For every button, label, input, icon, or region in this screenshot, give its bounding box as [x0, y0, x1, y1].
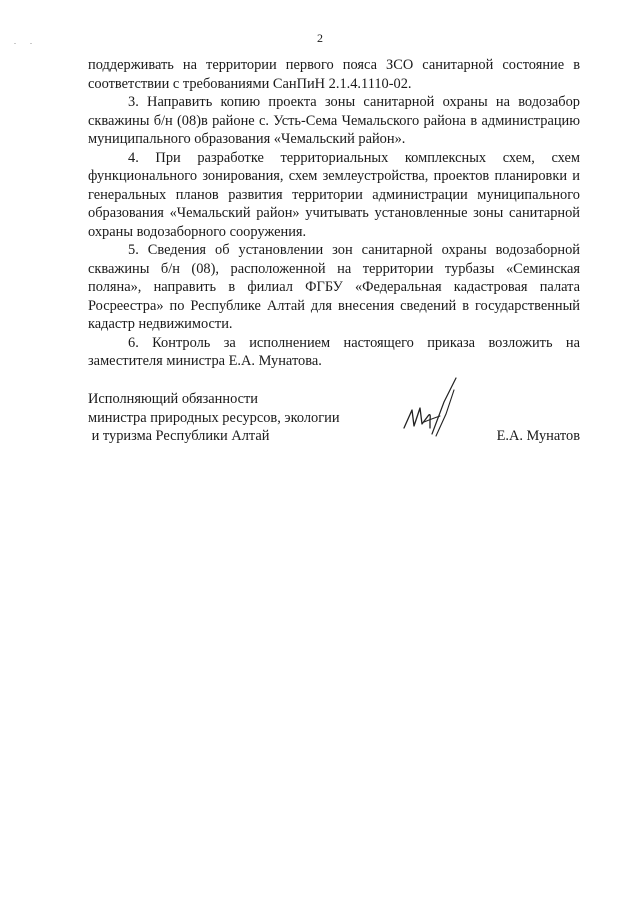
paragraph-continuation: поддерживать на территории первого пояса ЗСО санитарной состояние в соответствии с требованиями СанПиН 2.1.4.1110-02. [88, 57, 580, 92]
page-number: 2 [317, 31, 323, 45]
handwritten-signature [400, 376, 462, 448]
paragraph-item-6: 6. Контроль за исполнением настоящего приказа возложить на заместителя министра Е.А. Мунатова. [88, 334, 580, 369]
paragraph-item-5: 5. Сведения об установлении зон санитарной охраны водозаборной скважины б/н (08), расположенной на территории турбазы «Семинская поляна», направить в филиал ФГБУ «Федеральная кадастровая палата Росреестра» по Республике Алтай для внесения сведений в государственный кадастр недвижимости. [88, 242, 580, 332]
document-body [88, 56, 580, 371]
scan-artifact: . . [14, 37, 38, 46]
signer-title-line: министра природных ресурсов, экологии [88, 409, 340, 426]
signature-block [88, 390, 580, 450]
signer-name: Е.А. Мунатов [496, 428, 580, 444]
signer-title [88, 390, 340, 446]
signer-title-line: и туризма Республики Алтай [88, 428, 270, 444]
paragraph-item-4: 4. При разработке территориальных комплексных схем, схем функционального зонирования, схем землеустройства, проектов планировки и генеральных планов развития территории администрации муниципального образования «Чемальский район» учитывать установленные зоны санитарной охраны водозаборного сооружения. [88, 149, 580, 240]
paragraph-item-3: 3. Направить копию проекта зоны санитарной охраны на водозабор скважины б/н (08)в районе с. Усть-Сема Чемальского района в администрацию муниципального образования «Чемальский район». [88, 94, 580, 147]
signer-title-line: Исполняющий обязанности [88, 391, 259, 407]
